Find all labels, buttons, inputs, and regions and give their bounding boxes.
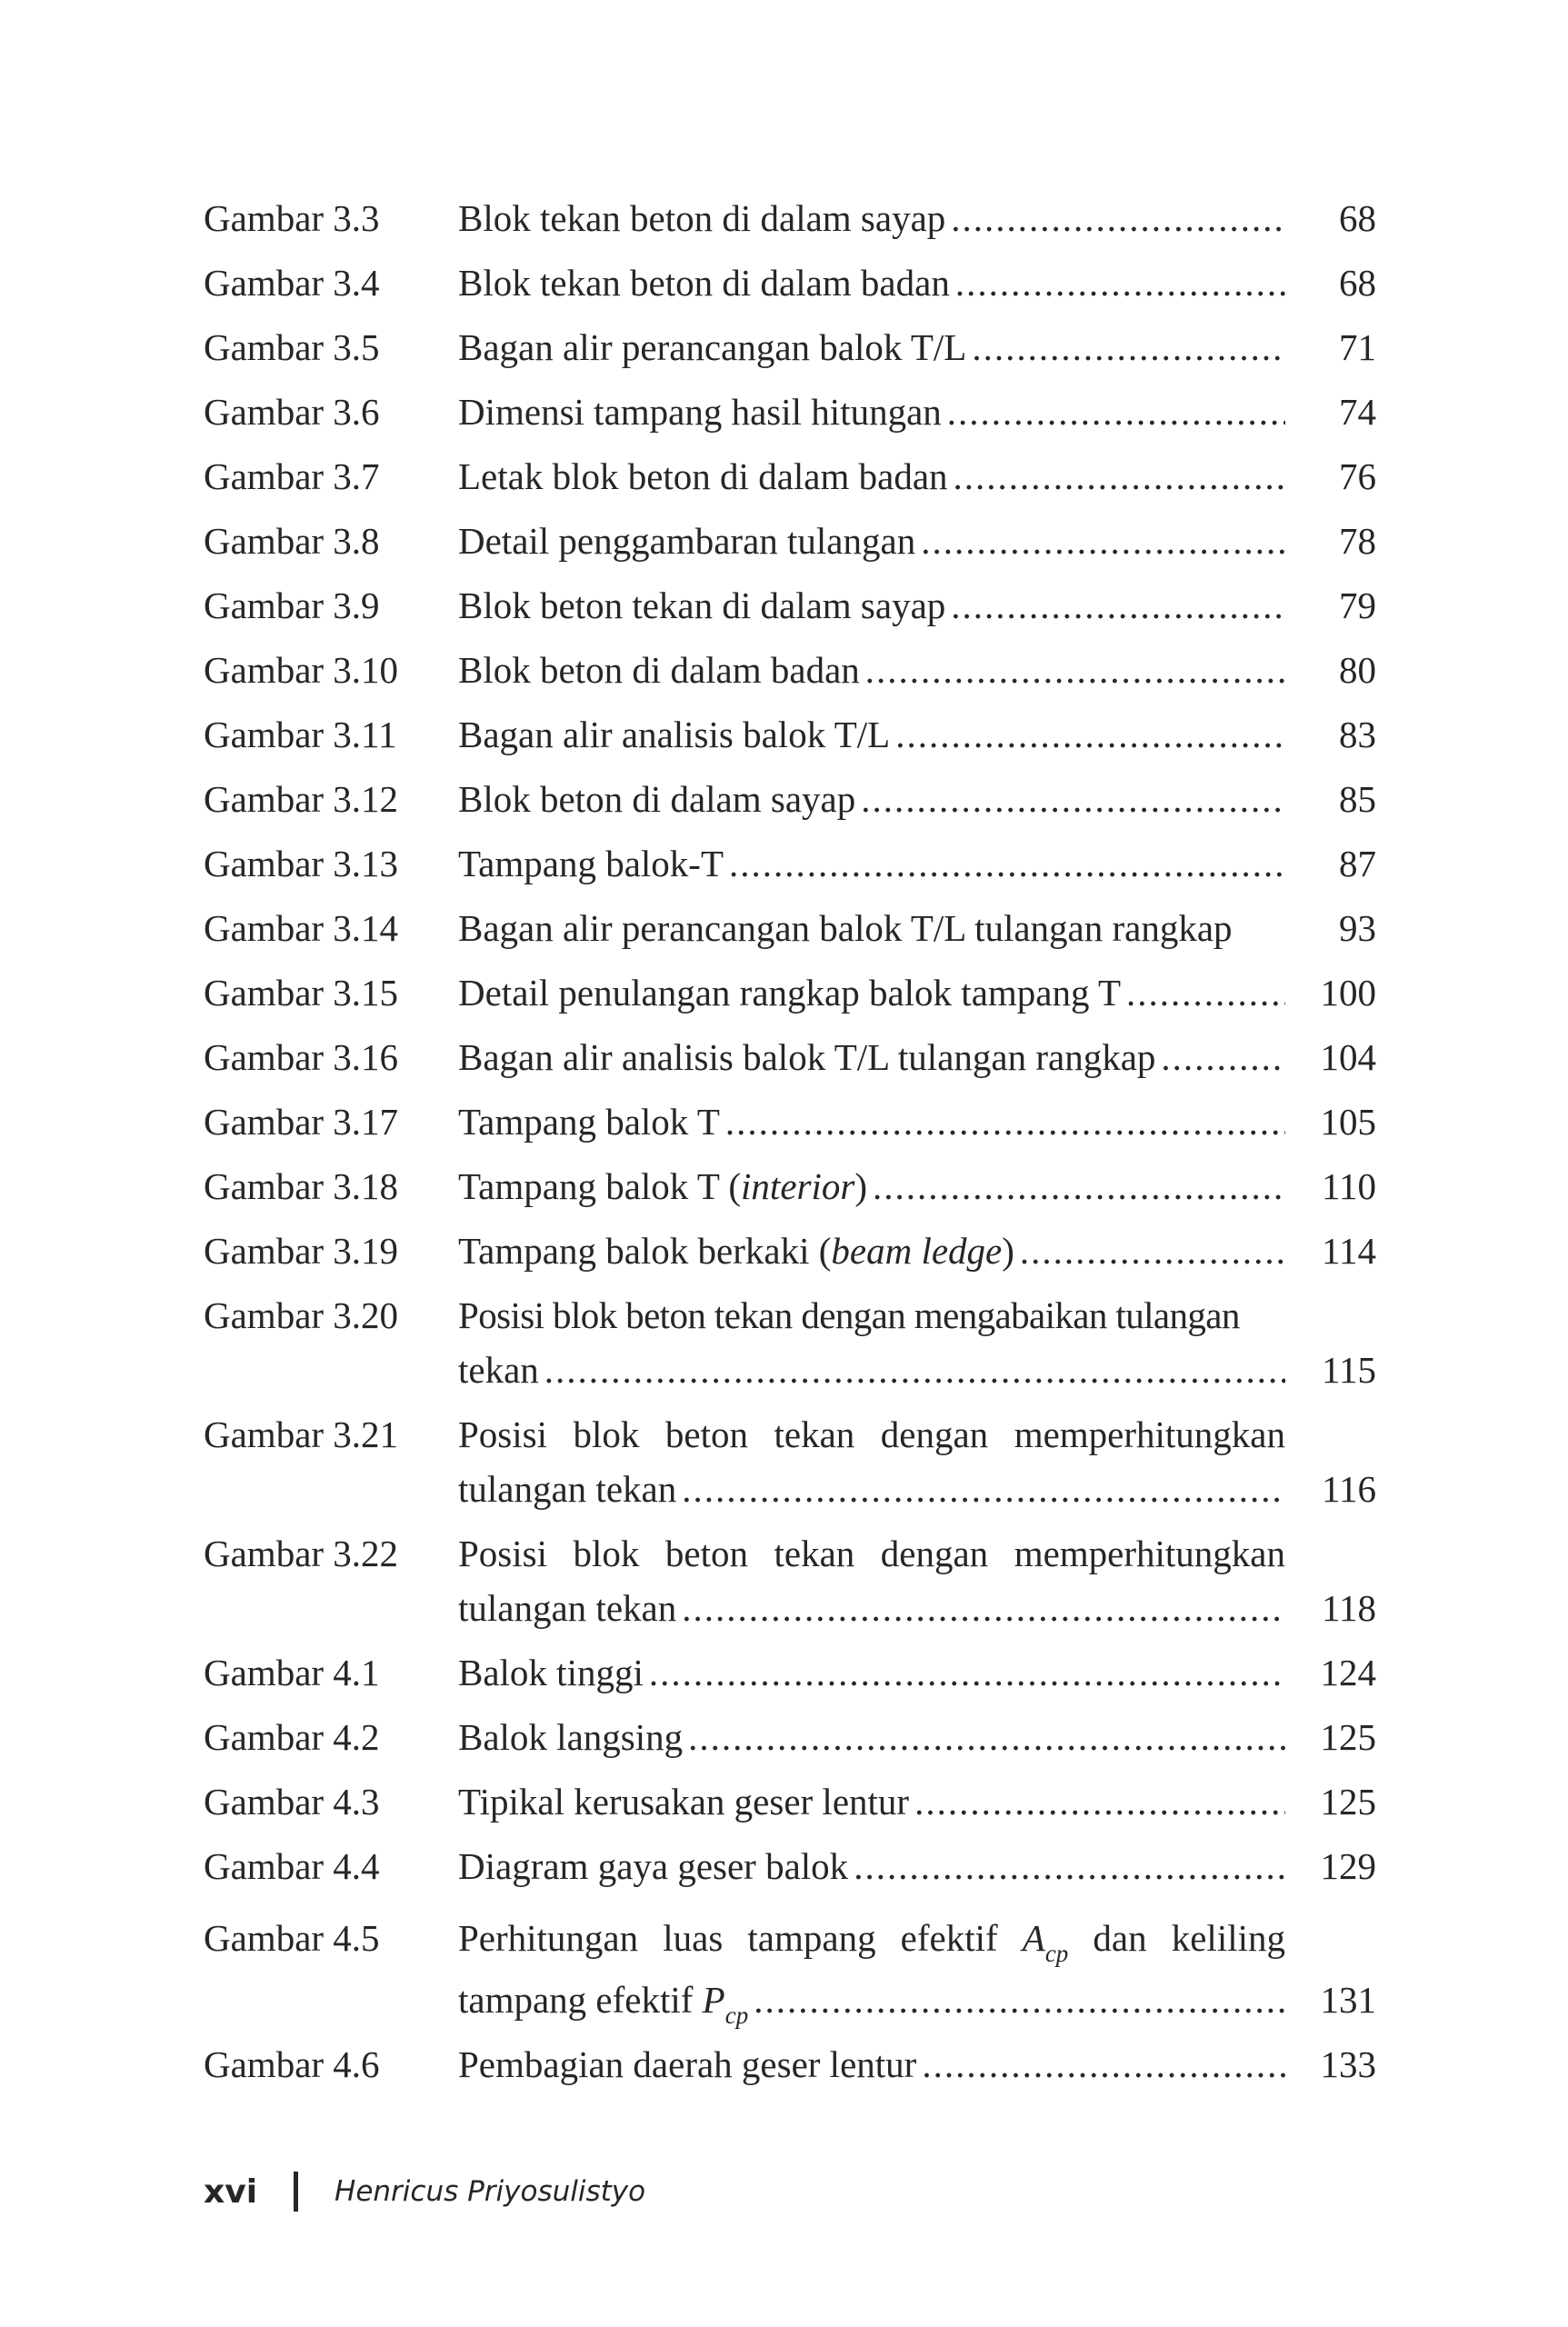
figure-title: Detail penulangan rangkap balok tampang T — [458, 972, 1122, 1014]
figure-title-line1: Posisi blok beton tekan dengan mengabaikan tulangan — [458, 1294, 1240, 1336]
figure-title: Balok langsing — [458, 1716, 684, 1758]
figure-label: Gambar 3.3 — [204, 197, 380, 239]
list-item — [204, 515, 1376, 580]
leader-dots — [544, 1344, 1285, 1395]
list-item — [204, 322, 1376, 386]
figure-label: Gambar 3.16 — [204, 1036, 399, 1078]
figure-label: Gambar 3.20 — [204, 1294, 399, 1336]
figure-label: Gambar 4.2 — [204, 1716, 380, 1758]
figure-title: Diagram gaya geser balok — [458, 1845, 849, 1887]
figure-title-suffix: dan keliling — [1093, 1917, 1285, 1959]
page-number: 133 — [1320, 2043, 1376, 2085]
leader-dots — [951, 193, 1285, 244]
figure-title-line2: tekan — [458, 1349, 539, 1391]
figure-label: Gambar 4.6 — [204, 2043, 380, 2085]
figure-label: Gambar 4.4 — [204, 1845, 380, 1887]
list-item — [204, 2039, 1376, 2103]
figure-title-prefix: Perhitungan luas tampang efektif — [458, 1917, 998, 1959]
leader-dots — [954, 451, 1285, 502]
page-number: 76 — [1339, 455, 1376, 497]
page-number: 74 — [1339, 391, 1376, 433]
leader-dots — [1126, 967, 1285, 1018]
page-number: 115 — [1322, 1349, 1376, 1391]
footer-author: Henricus Priyosulistyo — [335, 2175, 646, 2208]
figure-label: Gambar 4.3 — [204, 1781, 380, 1823]
list-item — [204, 193, 1376, 257]
figure-label: Gambar 3.15 — [204, 972, 399, 1014]
list-item — [204, 1409, 1376, 1528]
page-number: 85 — [1339, 778, 1376, 820]
leader-dots — [895, 709, 1285, 760]
leader-dots — [688, 1712, 1285, 1763]
figure-label: Gambar 3.19 — [204, 1230, 399, 1272]
figure-title: Bagan alir perancangan balok T/L — [458, 326, 967, 368]
figure-title-line1: Posisi blok beton tekan dengan memperhitungkan — [458, 1533, 1285, 1574]
leader-dots — [972, 322, 1285, 373]
page-number: 105 — [1320, 1101, 1376, 1143]
variable-a: A — [1022, 1917, 1045, 1959]
page-number: 93 — [1339, 907, 1376, 949]
leader-dots — [854, 1841, 1285, 1892]
figure-title — [458, 1225, 1020, 1276]
figure-title — [458, 1161, 873, 1212]
leader-dots — [682, 1463, 1285, 1514]
figure-label: Gambar 3.5 — [204, 326, 380, 368]
figure-title: Tampang balok T — [458, 1101, 720, 1143]
figure-label: Gambar 3.4 — [204, 262, 380, 304]
leader-dots — [754, 1974, 1285, 2030]
figure-label: Gambar 3.12 — [204, 778, 399, 820]
leader-dots — [955, 257, 1285, 308]
page-number: 71 — [1339, 326, 1376, 368]
list-item — [204, 1225, 1376, 1290]
leader-dots — [861, 774, 1285, 824]
figure-title: Bagan alir perancangan balok T/L tulangan rangkap — [458, 907, 1233, 949]
leader-dots — [922, 2039, 1285, 2090]
list-item — [204, 709, 1376, 774]
figure-title-suffix: ) — [1002, 1230, 1014, 1272]
list-item — [204, 644, 1376, 709]
page-number: 87 — [1339, 843, 1376, 884]
figure-title: Letak blok beton di dalam badan — [458, 455, 948, 497]
leader-dots — [951, 580, 1285, 631]
figure-title-italic: interior — [741, 1165, 855, 1207]
figure-label: Gambar 4.1 — [204, 1652, 380, 1693]
list-item — [204, 774, 1376, 838]
figure-label: Gambar 3.6 — [204, 391, 380, 433]
figure-title: Tipikal kerusakan geser lentur — [458, 1781, 910, 1823]
footer-divider — [294, 2172, 298, 2212]
list-item — [204, 1712, 1376, 1776]
figure-title: Blok beton tekan di dalam sayap — [458, 584, 946, 626]
figure-label: Gambar 3.18 — [204, 1165, 399, 1207]
page-number: 68 — [1339, 262, 1376, 304]
figure-title: Blok beton di dalam badan — [458, 649, 860, 691]
figure-title-line1: Posisi blok beton tekan dengan memperhitungkan — [458, 1413, 1285, 1455]
figure-title-line2 — [458, 1974, 754, 2030]
list-of-figures — [204, 193, 1376, 2103]
figure-label: Gambar 3.22 — [204, 1533, 399, 1574]
page-number: 83 — [1339, 714, 1376, 755]
leader-dots — [921, 515, 1285, 566]
list-item — [204, 580, 1376, 644]
page-number: 125 — [1320, 1716, 1376, 1758]
figure-label: Gambar 3.21 — [204, 1413, 399, 1455]
variable-p: P — [702, 1979, 725, 2021]
subscript-cp: cp — [1044, 1940, 1069, 1967]
list-item — [204, 1647, 1376, 1712]
leader-dots — [1161, 1032, 1285, 1083]
list-item — [204, 903, 1376, 967]
leader-dots — [682, 1583, 1285, 1633]
figure-title: Pembagian daerah geser lentur — [458, 2043, 917, 2085]
figure-label: Gambar 3.8 — [204, 520, 380, 562]
figure-title-prefix: Tampang balok T ( — [458, 1165, 742, 1207]
leader-dots — [914, 1776, 1285, 1827]
list-item — [204, 1290, 1376, 1409]
leader-dots — [649, 1647, 1285, 1698]
list-item — [204, 1776, 1376, 1841]
leader-dots — [873, 1161, 1285, 1212]
figure-title-line2: tulangan tekan — [458, 1468, 677, 1510]
page-number: 100 — [1320, 972, 1376, 1014]
page-number: 118 — [1322, 1587, 1376, 1629]
list-item — [204, 1913, 1376, 2039]
figure-label: Gambar 3.14 — [204, 907, 399, 949]
leader-dots — [865, 644, 1285, 695]
list-item — [204, 1528, 1376, 1647]
figure-title: Blok tekan beton di dalam badan — [458, 262, 950, 304]
list-item — [204, 451, 1376, 515]
page-number: 116 — [1322, 1468, 1376, 1510]
leader-dots — [947, 386, 1285, 437]
leader-dots — [725, 1096, 1285, 1147]
page-number: 68 — [1339, 197, 1376, 239]
figure-title: Detail penggambaran tulangan — [458, 520, 916, 562]
leader-dots — [729, 838, 1285, 889]
subscript-cp: cp — [724, 2002, 749, 2029]
figure-title-line1 — [458, 1913, 1285, 1968]
list-item — [204, 967, 1376, 1032]
list-item — [204, 1841, 1376, 1913]
figure-title: Tampang balok-T — [458, 843, 724, 884]
figure-title-italic: beam ledge — [831, 1230, 1003, 1272]
list-item — [204, 838, 1376, 903]
leader-dots — [1020, 1225, 1285, 1276]
figure-label: Gambar 3.7 — [204, 455, 380, 497]
page-number: 110 — [1322, 1165, 1376, 1207]
list-item — [204, 257, 1376, 322]
page-number: 104 — [1320, 1036, 1376, 1078]
page-number: 114 — [1322, 1230, 1376, 1272]
list-item — [204, 1096, 1376, 1161]
list-item — [204, 1032, 1376, 1096]
figure-title: Bagan alir analisis balok T/L — [458, 714, 891, 755]
figure-title-prefix: tampang efektif — [458, 1979, 694, 2021]
list-item — [204, 1161, 1376, 1225]
list-item — [204, 386, 1376, 451]
page-number: 131 — [1320, 1979, 1376, 2021]
page-footer — [204, 2169, 645, 2214]
page-number: 80 — [1339, 649, 1376, 691]
figure-title: Blok beton di dalam sayap — [458, 778, 856, 820]
figure-label: Gambar 3.13 — [204, 843, 399, 884]
page-number: 125 — [1320, 1781, 1376, 1823]
figure-title-prefix: Tampang balok berkaki ( — [458, 1230, 832, 1272]
page-number: 124 — [1320, 1652, 1376, 1693]
page-number: 78 — [1339, 520, 1376, 562]
figure-title: Blok tekan beton di dalam sayap — [458, 197, 946, 239]
figure-label: Gambar 3.11 — [204, 714, 397, 755]
figure-label: Gambar 3.9 — [204, 584, 380, 626]
figure-label: Gambar 4.5 — [204, 1917, 380, 1959]
page-number: 79 — [1339, 584, 1376, 626]
page-number: 129 — [1320, 1845, 1376, 1887]
figure-title: Balok tinggi — [458, 1652, 644, 1693]
figure-title: Bagan alir analisis balok T/L tulangan rangkap — [458, 1036, 1156, 1078]
figure-title-suffix: ) — [854, 1165, 867, 1207]
figure-label: Gambar 3.17 — [204, 1101, 399, 1143]
footer-page-number: xvi — [204, 2172, 258, 2211]
figure-title: Dimensi tampang hasil hitungan — [458, 391, 942, 433]
figure-label: Gambar 3.10 — [204, 649, 399, 691]
figure-title-line2: tulangan tekan — [458, 1587, 677, 1629]
